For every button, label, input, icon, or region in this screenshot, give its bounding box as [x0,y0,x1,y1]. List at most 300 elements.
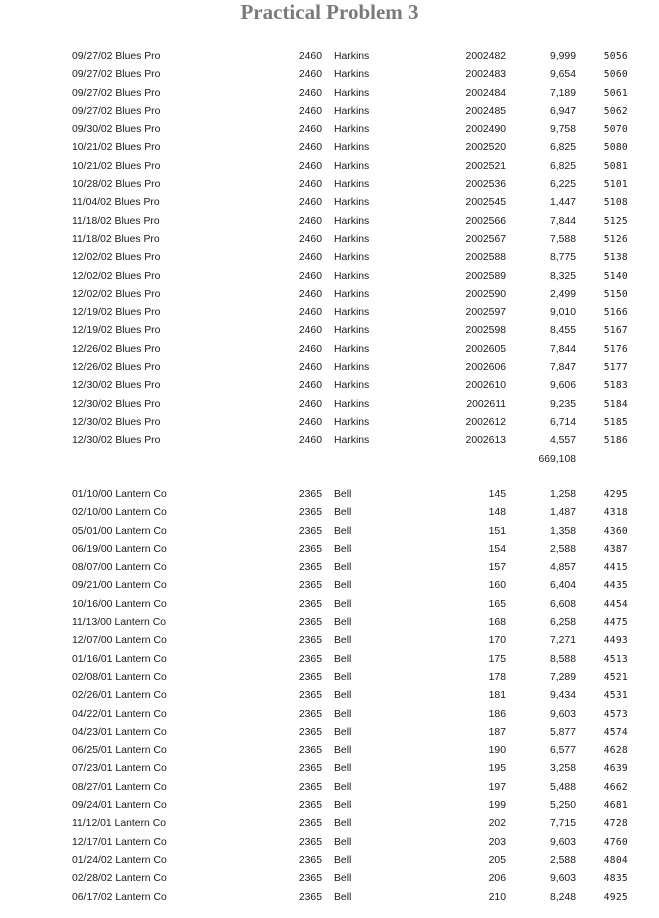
table-row [0,559,659,577]
invoice-cell: 2002613 [465,435,506,447]
check-number-cell: 5183 [603,380,628,392]
table-row [0,194,659,212]
amount-cell: 6,947 [549,105,576,117]
amount-cell: 9,606 [549,380,576,392]
table-row [0,48,659,66]
invoice-cell: 168 [488,617,506,629]
invoice-cell: 2002566 [465,215,506,227]
invoice-cell: 148 [488,507,506,519]
date-cell: 11/18/02 Blues Pro [72,215,160,227]
name-cell: Bell [334,763,352,775]
invoice-cell: 2002590 [465,288,506,300]
check-number-cell: 4760 [603,836,628,848]
code-cell: 2460 [298,325,322,337]
table-row [0,870,659,888]
code-cell: 2365 [298,763,322,775]
code-cell: 2365 [298,617,322,629]
table-row [0,889,659,907]
invoice-cell: 190 [488,745,506,757]
invoice-cell: 197 [488,781,506,793]
date-cell: 12/19/02 Blues Pro [72,307,161,319]
date-cell: 11/12/01 Lantern Co [72,818,166,830]
date-cell: 09/24/01 Lantern Co [72,800,167,812]
code-cell: 2460 [298,435,322,447]
invoice-cell: 186 [488,708,506,720]
table-row [0,632,659,650]
amount-cell: 7,189 [549,87,576,99]
name-cell: Bell [334,800,352,812]
code-cell: 2365 [298,562,322,574]
amount-cell: 6,225 [549,179,576,191]
date-cell: 10/16/00 Lantern Co [72,598,167,610]
invoice-cell: 2002606 [465,362,506,374]
invoice-cell: 2002567 [465,233,506,245]
table-row [0,651,659,669]
date-cell: 02/10/00 Lantern Co [72,507,167,519]
date-cell: 09/30/02 Blues Pro [72,124,161,136]
invoice-cell: 2002483 [465,69,506,81]
date-cell: 06/17/02 Lantern Co [72,891,167,903]
blues-pro-section [0,48,659,469]
date-cell: 10/21/02 Blues Pro [72,142,161,154]
date-cell: 06/25/01 Lantern Co [72,745,167,757]
check-number-cell: 4295 [603,489,628,500]
invoice-cell: 2002610 [465,380,506,392]
check-number-cell: 4531 [603,690,628,702]
invoice-cell: 2002520 [465,142,506,154]
date-cell: 09/27/02 Blues Pro [72,87,161,99]
name-cell: Harkins [334,87,370,99]
code-cell: 2365 [298,489,322,500]
name-cell: Bell [334,635,352,647]
code-cell: 2365 [298,836,322,848]
invoice-cell: 2002611 [466,398,506,410]
table-row [0,322,659,340]
table-row [0,504,659,522]
code-cell: 2365 [298,745,322,757]
name-cell: Harkins [334,416,370,428]
code-cell: 2460 [298,179,322,191]
code-cell: 2365 [298,671,322,683]
code-cell: 2460 [298,197,322,209]
code-cell: 2365 [298,800,322,812]
invoice-cell: 181 [488,690,506,702]
name-cell: Harkins [334,307,370,319]
name-cell: Bell [334,745,352,757]
name-cell: Bell [334,598,352,610]
table-row [0,304,659,322]
name-cell: Harkins [334,270,370,282]
table-row [0,687,659,705]
check-number-cell: 4454 [603,598,628,610]
check-number-cell: 5167 [603,325,628,337]
date-cell: 10/21/02 Blues Pro [72,160,161,172]
code-cell: 2460 [298,398,322,410]
amount-cell: 9,603 [549,836,576,848]
invoice-cell: 2002485 [465,105,506,117]
check-number-cell: 5080 [603,142,628,154]
amount-cell: 5,488 [549,781,576,793]
name-cell: Bell [334,854,352,866]
invoice-cell: 145 [488,489,506,500]
total-row [0,451,659,469]
amount-cell: 7,271 [549,635,576,647]
name-cell: Harkins [334,215,370,227]
date-cell: 12/17/01 Lantern Co [72,836,167,848]
invoice-cell: 2002598 [465,325,506,337]
check-number-cell: 4513 [603,653,628,665]
amount-cell: 6,825 [549,142,576,154]
invoice-cell: 2002545 [465,197,506,209]
amount-cell: 7,847 [549,362,576,374]
check-number-cell: 4925 [603,891,628,903]
table-row [0,724,659,742]
name-cell: Bell [334,507,352,519]
invoice-cell: 2002521 [465,160,506,172]
page-title: Practical Problem 3 [240,0,419,24]
name-cell: Bell [334,873,352,885]
check-number-cell: 4318 [603,507,628,519]
table-row [0,359,659,377]
table-row [0,779,659,797]
amount-cell: 6,714 [549,416,576,428]
code-cell: 2365 [298,708,322,720]
table-row [0,523,659,541]
table-row [0,706,659,724]
check-number-cell: 5125 [603,215,628,227]
date-cell: 01/10/00 Lantern Co [72,489,167,500]
name-cell: Harkins [334,51,370,62]
invoice-cell: 203 [488,836,506,848]
code-cell: 2365 [298,525,322,537]
table-row [0,377,659,395]
code-cell: 2460 [298,252,322,264]
check-number-cell: 5056 [603,51,628,62]
date-cell: 01/16/01 Lantern Co [72,653,167,665]
check-number-cell: 4521 [603,671,628,683]
table-row [0,852,659,870]
code-cell: 2365 [298,854,322,866]
table-row [0,103,659,121]
check-number-cell: 5176 [603,343,628,355]
amount-cell: 4,857 [549,562,576,574]
amount-cell: 2,588 [549,543,576,555]
amount-cell: 2,588 [549,854,576,866]
table-row [0,797,659,815]
name-cell: Harkins [334,69,370,81]
name-cell: Bell [334,818,352,830]
name-cell: Harkins [334,105,370,117]
name-cell: Bell [334,653,352,665]
code-cell: 2460 [298,362,322,374]
code-cell: 2460 [298,270,322,282]
name-cell: Harkins [334,124,370,136]
date-cell: 12/02/02 Blues Pro [72,270,161,282]
date-cell: 12/30/02 Blues Pro [72,435,161,447]
table-row [0,121,659,139]
amount-cell: 1,358 [549,525,576,537]
code-cell: 2365 [298,818,322,830]
date-cell: 04/22/01 Lantern Co [72,708,167,720]
code-cell: 2365 [298,507,322,519]
amount-cell: 9,999 [549,51,576,62]
invoice-cell: 2002484 [465,87,506,99]
date-cell: 11/04/02 Blues Pro [72,197,160,209]
name-cell: Bell [334,543,352,555]
invoice-cell: 2002482 [465,51,506,62]
code-cell: 2365 [298,891,322,903]
invoice-cell: 160 [488,580,506,592]
invoice-cell: 175 [488,653,506,665]
invoice-cell: 2002588 [465,252,506,264]
name-cell: Harkins [334,435,370,447]
name-cell: Harkins [334,325,370,337]
check-number-cell: 4415 [603,562,628,574]
name-cell: Bell [334,891,352,903]
table-row [0,158,659,176]
check-number-cell: 4360 [603,525,628,537]
table-row [0,577,659,595]
invoice-cell: 151 [488,525,506,537]
date-cell: 02/08/01 Lantern Co [72,671,167,683]
date-cell: 07/23/01 Lantern Co [72,763,167,775]
code-cell: 2460 [298,288,322,300]
date-cell: 12/19/02 Blues Pro [72,325,161,337]
check-number-cell: 5138 [603,252,628,264]
amount-cell: 1,487 [549,507,576,519]
code-cell: 2460 [298,380,322,392]
name-cell: Harkins [334,252,370,264]
date-cell: 10/28/02 Blues Pro [72,179,161,191]
code-cell: 2365 [298,598,322,610]
amount-cell: 1,447 [549,197,576,209]
check-number-cell: 5177 [603,362,628,374]
name-cell: Bell [334,836,352,848]
check-number-cell: 4475 [603,617,628,629]
name-cell: Bell [334,726,352,738]
check-number-cell: 5101 [603,179,628,191]
check-number-cell: 4804 [603,854,628,866]
amount-cell: 8,588 [549,653,576,665]
code-cell: 2460 [298,142,322,154]
code-cell: 2365 [298,690,322,702]
invoice-cell: 2002597 [465,307,506,319]
code-cell: 2460 [298,51,322,62]
amount-cell: 6,825 [549,160,576,172]
amount-cell: 9,010 [549,307,576,319]
check-number-cell: 4387 [603,543,628,555]
amount-cell: 9,654 [549,69,576,81]
name-cell: Harkins [334,398,370,410]
name-cell: Bell [334,562,352,574]
amount-cell: 5,250 [549,800,576,812]
name-cell: Bell [334,580,352,592]
amount-cell: 4,557 [549,435,576,447]
name-cell: Harkins [334,142,370,154]
code-cell: 2460 [298,307,322,319]
date-cell: 12/30/02 Blues Pro [72,380,161,392]
code-cell: 2365 [298,635,322,647]
name-cell: Harkins [334,160,370,172]
table-row [0,432,659,450]
name-cell: Harkins [334,233,370,245]
invoice-cell: 199 [488,800,506,812]
table-row [0,249,659,267]
name-cell: Harkins [334,343,370,355]
table-row [0,66,659,84]
amount-cell: 6,608 [549,598,576,610]
table-row [0,669,659,687]
date-cell: 09/21/00 Lantern Co [72,580,167,592]
date-cell: 12/26/02 Blues Pro [72,362,161,374]
check-number-cell: 5166 [603,307,628,319]
check-number-cell: 4435 [603,580,628,592]
name-cell: Bell [334,489,352,500]
table-row [0,815,659,833]
date-cell: 09/27/02 Blues Pro [72,51,161,62]
code-cell: 2365 [298,653,322,665]
code-cell: 2365 [298,873,322,885]
check-number-cell: 5126 [603,233,628,245]
check-number-cell: 5062 [603,105,628,117]
check-number-cell: 4681 [603,800,628,812]
invoice-cell: 154 [488,543,506,555]
amount-cell: 9,235 [549,398,576,410]
invoice-cell: 210 [488,891,506,903]
table-row [0,596,659,614]
invoice-cell: 178 [488,671,506,683]
table-row [0,231,659,249]
amount-cell: 6,258 [549,617,576,629]
invoice-cell: 206 [488,873,506,885]
date-cell: 02/26/01 Lantern Co [72,690,167,702]
invoice-cell: 157 [488,562,506,574]
name-cell: Bell [334,781,352,793]
amount-cell: 8,775 [549,252,576,264]
date-cell: 05/01/00 Lantern Co [72,525,167,537]
amount-cell: 6,577 [549,745,576,757]
check-number-cell: 5184 [603,398,628,410]
code-cell: 2460 [298,343,322,355]
date-cell: 02/28/02 Lantern Co [72,873,167,885]
check-number-cell: 4628 [603,745,628,757]
name-cell: Bell [334,671,352,683]
table-row [0,176,659,194]
name-cell: Harkins [334,362,370,374]
table-row [0,414,659,432]
date-cell: 11/13/00 Lantern Co [72,617,166,629]
amount-cell: 3,258 [549,763,576,775]
code-cell: 2460 [298,215,322,227]
date-cell: 11/18/02 Blues Pro [72,233,160,245]
check-number-cell: 5061 [603,87,628,99]
code-cell: 2460 [298,416,322,428]
table-row [0,341,659,359]
table-row [0,742,659,760]
invoice-cell: 2002536 [465,179,506,191]
amount-cell: 9,434 [549,690,576,702]
name-cell: Bell [334,617,352,629]
invoice-cell: 187 [488,726,506,738]
check-number-cell: 4728 [603,818,628,830]
invoice-cell: 205 [488,854,506,866]
amount-cell: 9,603 [549,873,576,885]
check-number-cell: 5108 [603,197,628,209]
name-cell: Harkins [334,179,370,191]
invoice-cell: 2002490 [465,124,506,136]
check-number-cell: 5081 [603,160,628,172]
amount-cell: 7,715 [549,818,576,830]
code-cell: 2365 [298,726,322,738]
date-cell: 04/23/01 Lantern Co [72,726,167,738]
amount-cell: 8,325 [549,270,576,282]
invoice-cell: 2002589 [465,270,506,282]
date-cell: 12/07/00 Lantern Co [72,635,167,647]
code-cell: 2365 [298,580,322,592]
check-number-cell: 5185 [603,416,628,428]
amount-cell: 2,499 [549,288,576,300]
date-cell: 01/24/02 Lantern Co [72,854,167,866]
table-row [0,396,659,414]
code-cell: 2460 [298,124,322,136]
table-row [0,139,659,157]
lantern-co-section [0,486,659,907]
code-cell: 2460 [298,87,322,99]
check-number-cell: 4662 [603,781,628,793]
amount-cell: 7,289 [549,671,576,683]
amount-cell: 9,758 [549,124,576,136]
amount-cell: 1,258 [549,489,576,500]
code-cell: 2460 [298,233,322,245]
table-row [0,268,659,286]
table-row [0,286,659,304]
code-cell: 2365 [298,781,322,793]
amount-cell: 9,603 [549,708,576,720]
date-cell: 08/27/01 Lantern Co [72,781,167,793]
table-row [0,760,659,778]
name-cell: Harkins [334,288,370,300]
name-cell: Harkins [334,380,370,392]
name-cell: Bell [334,525,352,537]
check-number-cell: 4835 [603,873,628,885]
code-cell: 2460 [298,69,322,81]
invoice-cell: 165 [488,598,506,610]
table-row [0,85,659,103]
check-number-cell: 5060 [603,69,628,81]
code-cell: 2460 [298,160,322,172]
date-cell: 12/26/02 Blues Pro [72,343,161,355]
date-cell: 12/30/02 Blues Pro [72,416,161,428]
date-cell: 09/27/02 Blues Pro [72,69,161,81]
name-cell: Harkins [334,197,370,209]
date-cell: 12/30/02 Blues Pro [72,398,161,410]
amount-cell: 7,844 [549,343,576,355]
date-cell: 06/19/00 Lantern Co [72,543,167,555]
table-row [0,486,659,504]
check-number-cell: 5070 [603,124,628,136]
date-cell: 09/27/02 Blues Pro [72,105,161,117]
check-number-cell: 4639 [603,763,628,775]
check-number-cell: 5186 [603,435,628,447]
amount-cell: 7,844 [549,215,576,227]
invoice-cell: 202 [488,818,506,830]
date-cell: 12/02/02 Blues Pro [72,252,161,264]
amount-cell: 8,455 [549,325,576,337]
invoice-cell: 195 [488,763,506,775]
amount-cell: 6,404 [549,580,576,592]
table-row [0,614,659,632]
check-number-cell: 5150 [603,288,628,300]
